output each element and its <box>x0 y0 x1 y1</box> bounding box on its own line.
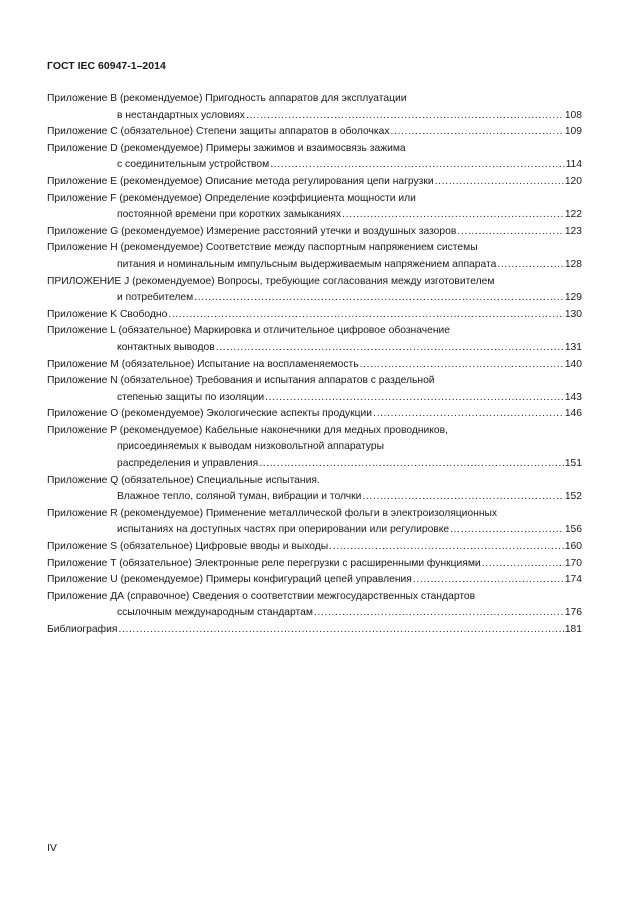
toc-page-number: 122 <box>564 209 582 221</box>
toc-entry-title: питания и номинальным импульсным выдерживаемым напряжением аппарата <box>117 258 497 270</box>
toc-line <box>47 91 582 108</box>
toc-entry[interactable] <box>47 323 582 356</box>
toc-page-number: 120 <box>564 175 582 187</box>
dot-leader <box>342 207 564 224</box>
toc-entry[interactable] <box>47 556 582 573</box>
dot-leader <box>482 556 564 573</box>
toc-entry-title: Приложение H (рекомендуемое) Соответствие между паспортным напряжением системы <box>47 242 478 254</box>
toc-line <box>47 522 582 539</box>
toc-line <box>47 589 582 606</box>
toc-entry[interactable] <box>47 174 582 191</box>
toc-entry-title: Приложение Q (обязательное) Специальные испытания. <box>47 474 320 486</box>
toc-entry-title: Влажное тепло, соляной туман, вибрации и толчки <box>117 491 362 503</box>
toc-entry-title: Приложение S (обязательное) Цифровые вводы и выходы <box>47 541 329 553</box>
toc-entry-title: испытаниях на доступных частях при оперировании или регулировке <box>117 524 450 536</box>
dot-leader <box>362 489 563 506</box>
toc-entry-title: контактных выводов <box>117 341 215 353</box>
toc-entry-title: степенью защиты по изоляции <box>117 391 265 403</box>
toc-line <box>47 240 582 257</box>
toc-line <box>47 207 582 224</box>
toc-entry-title: присоединяемых к выводам низковольтной аппаратуры <box>117 441 385 453</box>
toc-entry-title: Библиография <box>47 624 118 635</box>
dot-leader <box>259 456 564 473</box>
toc-page-number: 140 <box>564 358 582 370</box>
toc-page-number: 151 <box>564 458 582 470</box>
toc-entry-title: Приложение N (обязательное) Требования и испытания аппаратов с раздельной <box>47 375 435 387</box>
toc-entry[interactable] <box>47 307 582 324</box>
toc-entry[interactable] <box>47 240 582 273</box>
toc-entry-title: распределения и управления <box>117 458 259 470</box>
toc-line <box>47 357 582 374</box>
dot-leader <box>314 605 564 622</box>
toc-page-number: 123 <box>564 225 582 237</box>
toc-page-number: 156 <box>564 524 582 536</box>
toc-entry-title: Приложение F (рекомендуемое) Определение коэффициента мощности или <box>47 192 416 204</box>
toc-line <box>47 340 582 357</box>
toc-entry-title: Приложение O (рекомендуемое) Экологические аспекты продукции <box>47 408 373 420</box>
toc-line <box>47 157 582 174</box>
toc-entry[interactable] <box>47 124 582 141</box>
toc-line <box>47 622 582 639</box>
toc-line <box>47 423 582 440</box>
toc-entry-title: ПРИЛОЖЕНИЕ J (рекомендуемое) Вопросы, требующие согласования между изготовителем <box>47 275 495 287</box>
dot-leader <box>270 157 564 174</box>
toc-entry-title: Приложение K Свободно <box>47 308 168 320</box>
toc-entry-title: Приложение R (рекомендуемое) Применение металлической фольги в электроизоляционных <box>47 507 498 519</box>
toc-page-number: 170 <box>564 557 582 569</box>
page-number: IV <box>47 842 57 854</box>
toc-entry[interactable] <box>47 406 582 423</box>
toc-entry-title: Приложение T (обязательное) Электронные реле перегрузки с расширенными функциями <box>47 557 481 569</box>
toc-entry[interactable] <box>47 141 582 174</box>
toc-line <box>47 224 582 241</box>
dot-leader <box>413 572 564 589</box>
toc-entry-title: постоянной времени при коротких замыканиях <box>117 209 342 221</box>
toc-page-number: 109 <box>564 126 582 138</box>
toc-entry-title: Приложение G (рекомендуемое) Измерение расстояний утечки и воздушных зазоров <box>47 225 457 237</box>
toc-entry[interactable] <box>47 224 582 241</box>
toc-entry[interactable] <box>47 373 582 406</box>
toc-page-number: 129 <box>564 292 582 304</box>
dot-leader <box>373 406 564 423</box>
toc-entry-title: с соединительным устройством <box>117 159 270 171</box>
toc-line <box>47 506 582 523</box>
dot-leader <box>435 174 564 191</box>
toc-line <box>47 373 582 390</box>
dot-leader <box>329 539 564 556</box>
toc-page-number: 160 <box>564 541 582 553</box>
toc-entry-title: в нестандартных условиях <box>117 109 245 121</box>
toc-entry-title: Приложение C (обязательное) Степени защиты аппаратов в оболочках <box>47 126 390 138</box>
toc-entry-title: Приложение U (рекомендуемое) Примеры конфигураций цепей управления <box>47 574 412 586</box>
toc-page-number: 146 <box>564 408 582 420</box>
toc-entry[interactable] <box>47 357 582 374</box>
toc-entry[interactable] <box>47 191 582 224</box>
toc-line <box>47 390 582 407</box>
toc-line <box>47 274 582 291</box>
toc-entry[interactable] <box>47 91 582 124</box>
toc-line <box>47 489 582 506</box>
dot-leader <box>118 622 563 639</box>
dot-leader <box>457 224 563 241</box>
toc-entry-title: Приложение D (рекомендуемое) Примеры зажимов и взаимосвязь зажима <box>47 142 406 154</box>
toc-line <box>47 257 582 274</box>
dot-leader <box>216 340 564 357</box>
toc-page-number: 176 <box>564 607 582 619</box>
toc-line <box>47 108 582 125</box>
toc-entry-title: ссылочным международным стандартам <box>117 607 313 619</box>
toc-page-number: 131 <box>564 341 582 353</box>
toc-line <box>47 323 582 340</box>
toc-entry-title: Приложение L (обязательное) Маркировка и отличительное цифровое обозначение <box>47 325 450 337</box>
toc-line <box>47 539 582 556</box>
toc-line <box>47 456 582 473</box>
dot-leader <box>168 307 563 324</box>
toc-entry-title: Приложение ДА (справочное) Сведения о соответствии межгосударственных стандартов <box>47 590 476 602</box>
toc-page-number: 114 <box>565 159 582 171</box>
toc-entry[interactable] <box>47 589 582 622</box>
toc-entry-title: Приложение E (рекомендуемое) Описание метода регулирования цепи нагрузки <box>47 175 434 187</box>
document-header: ГОСТ IEC 60947-1–2014 <box>47 60 166 72</box>
toc-page-number: 181 <box>564 624 582 635</box>
toc-line <box>47 141 582 158</box>
toc-entry[interactable] <box>47 274 582 307</box>
toc-line <box>47 473 582 490</box>
toc-entry[interactable] <box>47 506 582 539</box>
toc-line <box>47 191 582 208</box>
toc-entry[interactable] <box>47 622 582 639</box>
dot-leader <box>246 108 564 125</box>
dot-leader <box>360 357 564 374</box>
toc-entry-title: Приложение P (рекомендуемое) Кабельные наконечники для медных проводников, <box>47 424 448 436</box>
dot-leader <box>450 522 564 539</box>
toc-page-number: 174 <box>564 574 582 586</box>
dot-leader <box>391 124 564 141</box>
toc-line <box>47 307 582 324</box>
toc-entry[interactable] <box>47 539 582 556</box>
dot-leader <box>265 390 564 407</box>
toc-line <box>47 406 582 423</box>
toc-line <box>47 439 582 456</box>
toc-entry[interactable] <box>47 423 582 473</box>
toc-line <box>47 290 582 307</box>
toc-page-number: 130 <box>564 308 582 320</box>
toc-line <box>47 124 582 141</box>
toc-page-number: 108 <box>564 109 582 121</box>
toc-page-number: 128 <box>564 258 582 270</box>
toc-page-number: 143 <box>564 391 582 403</box>
toc-entry-title: Приложение B (рекомендуемое) Пригодность аппаратов для эксплуатации <box>47 93 407 104</box>
toc-entry[interactable] <box>47 572 582 589</box>
toc-line <box>47 556 582 573</box>
toc-entry-title: Приложение M (обязательное) Испытание на воспламеняемость <box>47 358 359 370</box>
table-of-contents <box>47 91 582 639</box>
dot-leader <box>497 257 563 274</box>
toc-line <box>47 605 582 622</box>
toc-entry[interactable] <box>47 473 582 506</box>
toc-line <box>47 572 582 589</box>
toc-line <box>47 174 582 191</box>
dot-leader <box>194 290 564 307</box>
toc-page-number: 152 <box>564 491 582 503</box>
toc-entry-title: и потребителем <box>117 292 194 304</box>
